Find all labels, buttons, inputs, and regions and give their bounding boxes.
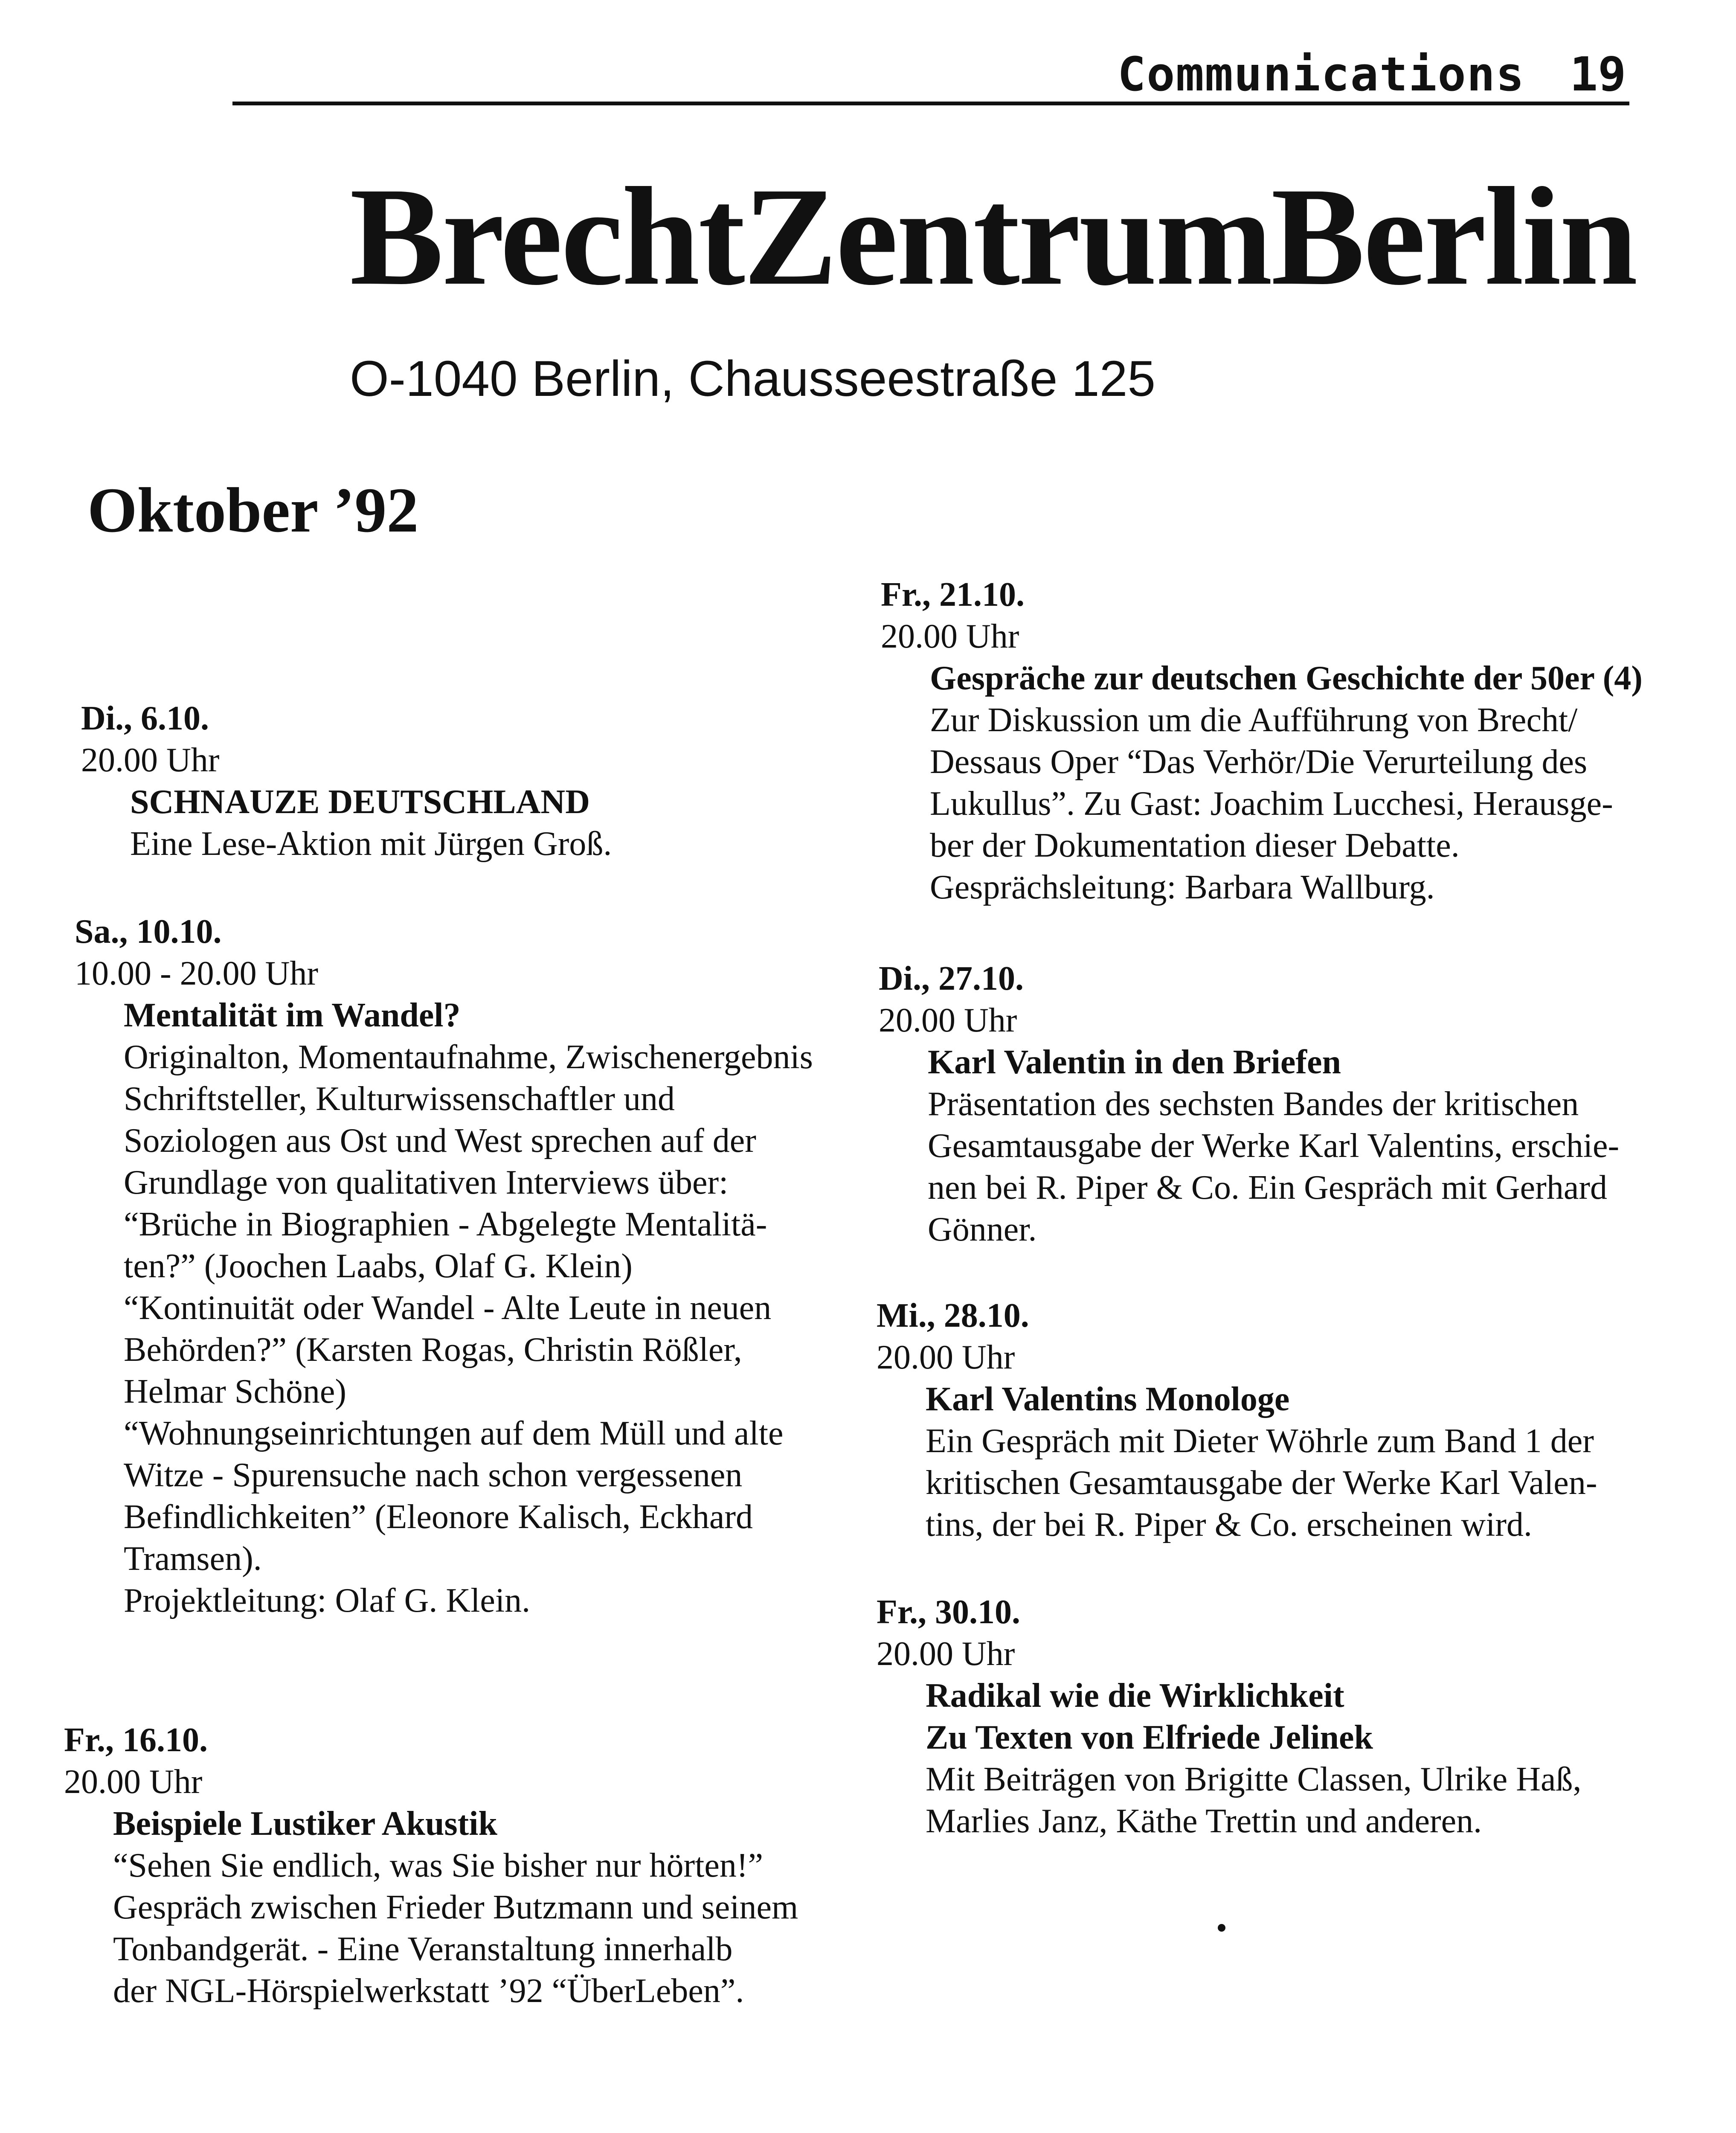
event-description-line: Gesamtausgabe der Werke Karl Valentins, erschie- — [928, 1127, 1620, 1165]
event-block — [879, 958, 1619, 1250]
event-description-line: “Kontinuität oder Wandel - Alte Leute in neuen — [124, 1289, 772, 1327]
event-description-line: Soziologen aus Ost und West sprechen auf der — [124, 1122, 756, 1159]
event-date: Fr., 16.10. — [64, 1721, 208, 1759]
event-date: Fr., 21.10. — [881, 576, 1025, 613]
event-description-line: Eine Lese-Aktion mit Jürgen Groß. — [130, 825, 612, 863]
event-body — [75, 994, 813, 1622]
event-title: Mentalität im Wandel? — [124, 997, 461, 1034]
event-time: 20.00 Uhr — [879, 1002, 1017, 1039]
page-number: 19 — [1570, 47, 1626, 102]
event-date: Di., 6.10. — [81, 700, 209, 737]
event-description-line: Mit Beiträgen von Brigitte Classen, Ulrike Haß, — [926, 1761, 1582, 1798]
event-description-line: “Wohnungseinrichtungen auf dem Müll und alte — [124, 1415, 784, 1452]
event-description-line: Grundlage von qualitativen Interviews über: — [124, 1164, 729, 1201]
org-title: BrechtZentrumBerlin — [350, 159, 1636, 314]
event-time: 10.00 - 20.00 Uhr — [75, 955, 319, 992]
event-body — [64, 1803, 798, 2012]
event-date: Mi., 28.10. — [877, 1297, 1029, 1334]
event-description-line: Zur Diskussion um die Aufführung von Brecht/ — [930, 701, 1578, 739]
event-description-line: Originalton, Momentaufnahme, Zwischenergebnis — [124, 1038, 813, 1076]
event-description-line: Schriftsteller, Kulturwissenschaftler und — [124, 1080, 675, 1118]
event-description-line: Behörden?” (Karsten Rogas, Christin Rößler, — [124, 1331, 742, 1369]
event-body — [881, 657, 1643, 908]
event-title: Zu Texten von Elfriede Jelinek — [926, 1719, 1373, 1756]
decorative-dot — [1218, 1924, 1225, 1932]
event-description-line: Befindlichkeiten” (Eleonore Kalisch, Eckhard — [124, 1498, 753, 1536]
event-description-line: kritischen Gesamtausgabe der Werke Karl Valen- — [926, 1464, 1597, 1502]
header-rule — [232, 102, 1629, 105]
event-title: Gespräche zur deutschen Geschichte der 50er (4) — [930, 660, 1643, 697]
event-time: 20.00 Uhr — [877, 1635, 1015, 1673]
org-address: O-1040 Berlin, Chausseestraße 125 — [350, 351, 1156, 407]
event-block — [881, 574, 1643, 908]
event-title: Beispiele Lustiker Akustik — [113, 1805, 497, 1842]
event-body — [879, 1041, 1619, 1250]
event-description-line: nen bei R. Piper & Co. Ein Gespräch mit Gerhard — [928, 1169, 1607, 1206]
event-time: 20.00 Uhr — [81, 741, 220, 779]
event-date: Sa., 10.10. — [75, 913, 222, 950]
event-title: Karl Valentin in den Briefen — [928, 1043, 1341, 1081]
event-date: Fr., 30.10. — [877, 1593, 1021, 1631]
event-title: Radikal wie die Wirklichkeit — [926, 1677, 1344, 1715]
event-description-line: Gespräch zwischen Frieder Butzmann und seinem — [113, 1889, 798, 1926]
event-description-line: “Sehen Sie endlich, was Sie bisher nur hörten!” — [113, 1847, 763, 1884]
event-time: 20.00 Uhr — [881, 618, 1019, 655]
event-title: SCHNAUZE DEUTSCHLAND — [130, 783, 590, 821]
event-date: Di., 27.10. — [879, 960, 1024, 997]
month-heading: Oktober ’92 — [87, 475, 419, 546]
event-body — [877, 1675, 1582, 1842]
event-time: 20.00 Uhr — [877, 1339, 1015, 1376]
event-description-line: tins, der bei R. Piper & Co. erscheinen wird. — [926, 1506, 1532, 1543]
event-description-line: Helmar Schöne) — [124, 1373, 347, 1410]
event-description-line: Ein Gespräch mit Dieter Wöhrle zum Band 1 der — [926, 1422, 1594, 1460]
event-description-line: “Brüche in Biographien - Abgelegte Mentalitä- — [124, 1206, 767, 1243]
event-description-line: Gesprächsleitung: Barbara Wallburg. — [930, 869, 1435, 906]
event-block — [75, 911, 813, 1622]
event-description-line: Tonbandgerät. - Eine Veranstaltung innerhalb — [113, 1930, 733, 1968]
event-description-line: Gönner. — [928, 1211, 1037, 1248]
event-block — [81, 697, 612, 865]
event-body — [877, 1378, 1597, 1546]
event-block — [877, 1295, 1597, 1546]
event-description-line: Marlies Janz, Käthe Trettin und anderen. — [926, 1802, 1482, 1840]
event-block — [64, 1719, 798, 2012]
event-time: 20.00 Uhr — [64, 1763, 203, 1801]
event-description-line: ten?” (Joochen Laabs, Olaf G. Klein) — [124, 1247, 633, 1285]
event-description-line: ber der Dokumentation dieser Debatte. — [930, 827, 1460, 864]
event-description-line: Dessaus Oper “Das Verhör/Die Verurteilung des — [930, 743, 1588, 781]
running-header-section: Communications — [1118, 47, 1525, 102]
event-description-line: Projektleitung: Olaf G. Klein. — [124, 1582, 531, 1619]
event-block — [877, 1591, 1582, 1842]
event-description-line: Lukullus”. Zu Gast: Joachim Lucchesi, Herausge- — [930, 785, 1613, 822]
event-description-line: der NGL-Hörspielwerkstatt ’92 “ÜberLeben”. — [113, 1972, 744, 2010]
event-description-line: Witze - Spurensuche nach schon vergessenen — [124, 1456, 743, 1494]
event-description-line: Präsentation des sechsten Bandes der kritischen — [928, 1085, 1579, 1123]
event-body — [81, 781, 612, 865]
event-title: Karl Valentins Monologe — [926, 1380, 1290, 1418]
event-description-line: Tramsen). — [124, 1540, 262, 1578]
